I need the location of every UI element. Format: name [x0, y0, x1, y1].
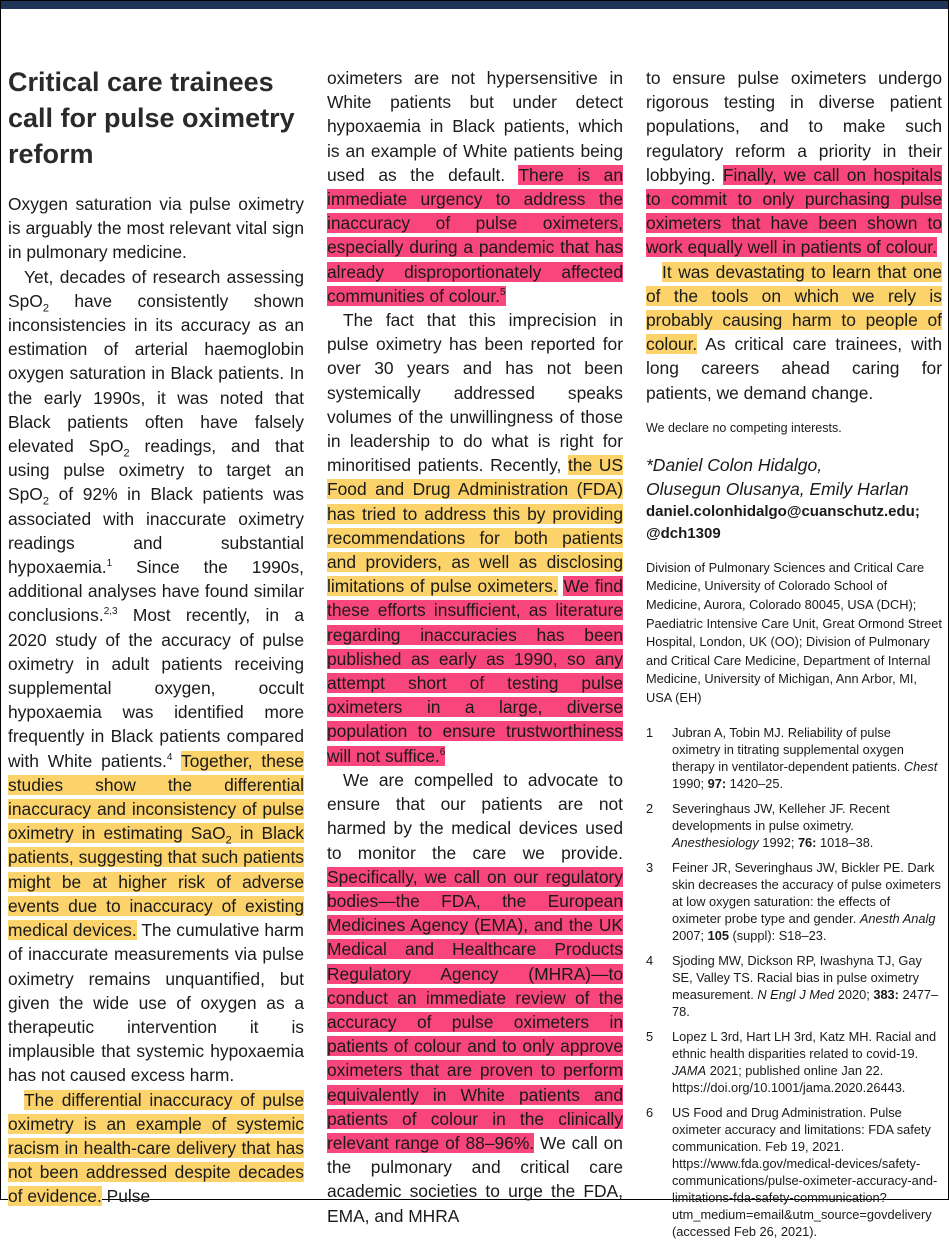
email-link[interactable]: daniel.colonhidalgo@cuanschutz.edu;	[646, 502, 920, 520]
highlight-yellow-4: It was devastating to learn that one of the tools on which we rely is probably causing harm to people of colour.	[646, 261, 942, 355]
paragraph-default: oximeters are not hypersensitive in White patients but under detect hypoxaemia in Black patients, which is an example of White patients being used as the default. There is an immediate urgency to address the inaccuracy of pulse oximeters, especially during a pandemic that has already disproportionately affected communities of colour.$^5$	[327, 68, 623, 306]
paragraph-devastating: It was devastating to learn that one of the tools on which we rely is probably causing harm to people of colour. As critical care trainees, with long careers ahead caring for patients, we demand change.	[646, 261, 942, 403]
author-contact	[646, 501, 942, 545]
column-2	[327, 66, 623, 1228]
reference-list	[646, 724, 942, 1240]
twitter-handle[interactable]: @dch1309	[646, 524, 721, 542]
paragraph-evidence: Yet, decades of research assessing SpO$_2$ have consistently shown inconsistencies in its accuracy as an estimation of arterial haemoglobin oxygen saturation in Black patients. In the early 1990s, it was noted that Black patients often have falsely elevated SpO$_2$ readings, and that using pulse oximetry to target an SpO$_2$ of 92% in Black patients was associated with inaccurate oximetry readings and substantial hypoxaemia.$^1$ Since the 1990s, additional analyses have found similar conclusions.$^{2,3}$ Most recently, in a 2020 study of the accuracy of pulse oximetry in adult patients receiving supplemental oxygen, occult hypoxaemia was identified more frequently in Black patients compared with White patients.$^4$ Together, these studies show the differential inaccuracy and inconsistency of pulse oximetry in estimating SaO$_2$ in Black patients, suggesting that such patients might be at higher risk of adverse events due to inaccuracy of existing medical devices. The cumulative harm of inaccurate measurements via pulse oximetry remains unquantified, but given the wide use of oxygen as a therapeutic intervention it is implausible that systemic hypoxaemia has not caused excess harm.	[8, 266, 305, 1086]
paragraph-systemic-racism: The differential inaccuracy of pulse oximetry is an example of systemic racism in health-care delivery that has not been addressed despite decades of evidence. Pulse	[8, 1089, 304, 1207]
highlight-yellow-1: Together, these studies show the differential inaccuracy and inconsistency of pulse oximetry in estimating SaO$_2$ in Black patients, suggesting that such patients might be at higher risk of adverse events due to inaccuracy of existing medical devices.	[8, 750, 304, 941]
highlight-pink-4: Finally, we call on hospitals to commit to only purchasing pulse oximeters that have been shown to work equally well in patients of colour.	[646, 164, 942, 258]
author-list: *Daniel Colon Hidalgo, Olusegun Olusanya, Emily Harlan	[646, 454, 909, 499]
paragraph-advocate: We are compelled to advocate to ensure that our patients are not harmed by the medical devices used to monitor the care we provide. Specifically, we call on our regulatory bodies—the FDA, the European Medicines Agency (EMA), and the UK Medical and Healthcare Products Regulatory Agency (MHRA)—to conduct an immediate review of the accuracy of pulse oximeters in patients of colour and to only approve oximeters that are proven to perform equivalently in White patients and patients of colour in the clinically relevant range of 88–96%. We call on the pulmonary and critical care academic societies to urge the FDA, EMA, and MHRA	[327, 769, 623, 1226]
highlight-pink-3: Specifically, we call on our regulatory bodies—the FDA, the European Medicines Agency (EMA), and the UK Medical and Healthcare Products Regulatory Agency (MHRA)—to conduct an immediate review of the accuracy of pulse oximeters in patients of colour and to only approve oximeters that are proven to perform equivalently in White patients and patients of colour in the clinically relevant range of 88–96%.	[327, 866, 623, 1153]
highlight-yellow-3: the US Food and Drug Administration (FDA) has tried to address this by providing recommendations for both patients and providers, as well as disclosing limitations of pulse oximeters.	[327, 455, 623, 597]
paragraph-fda: The fact that this imprecision in pulse oximetry has been reported for over 30 years and has not been systemically addressed speaks volumes of the unwillingness of those in leadership to do what is right for minoritised patients. Recently, the US Food and Drug Administration (FDA) has tried to address this by providing recommendations for both patients and providers, as well as disclosing limitations of pulse oximeters. We find these efforts insufficient, as literature regarding inaccuracies has been published as early as 1990, so any attempt short of testing pulse oximeters in a large, diverse population to ensure trustworthiness will not suffice.$^6$	[327, 310, 623, 766]
journal-top-bar	[1, 1, 948, 9]
column-3	[646, 66, 942, 1248]
reference-item: 3 Feiner JR, Severinghaus JW, Bickler PE. Dark skin decreases the accuracy of pulse oximeters at low oxygen saturation: the effects of oximeter probe type and gender. Anesth Analg 2007; 105 (suppl): S18–23.	[646, 859, 941, 943]
column-1	[8, 64, 304, 1209]
intro-paragraph: Oxygen saturation via pulse oximetry is arguably the most relevant vital sign in pulmonary medicine.	[8, 194, 304, 263]
article-title: Critical care trainees call for pulse oximetry reform	[8, 67, 295, 169]
highlight-yellow-2: The differential inaccuracy of pulse oximetry is an example of systemic racism in health-care delivery that has not been addressed despite decades of evidence.	[8, 1089, 304, 1207]
highlight-pink-2: We find these efforts insufficient, as literature regarding inaccuracies has been published as early as 1990, so any attempt short of testing pulse oximeters in a large, diverse population to ensure trustworthiness will not suffice.$^6$	[327, 576, 623, 766]
reference-item: 6 US Food and Drug Administration. Pulse oximeter accuracy and limitations: FDA safety communication. Feb 19, 2021. https://www.fda.gov/medical-devices/safety-communications/pulse-oximeter-accuracy-and-limitations-fda-safety-communication?utm_medium=email&utm_source=govdelivery (accessed Feb 26, 2021).	[646, 1104, 938, 1239]
paragraph-testing: to ensure pulse oximeters undergo rigorous testing in diverse patient populations, and to make such regulatory reform a priority in their lobbying. Finally, we call on hospitals to commit to only purchasing pulse oximeters that have been shown to work equally well in patients of colour.	[646, 68, 942, 258]
reference-item: 2 Severinghaus JW, Kelleher JF. Recent developments in pulse oximetry. Anesthesiology 1992; 76: 1018–38.	[646, 800, 890, 850]
reference-item: 4 Sjoding MW, Dickson RP, Iwashyna TJ, Gay SE, Valley TS. Racial bias in pulse oximetry measurement. N Engl J Med 2020; 383: 2477–78.	[646, 952, 939, 1019]
affiliations: Division of Pulmonary Sciences and Critical Care Medicine, University of Colorado School of Medicine, Aurora, Colorado 80045, USA (DCH); Paediatric Intensive Care Unit, Great Ormond Street Hospital, London, UK (OO); Division of Pulmonary and Critical Care Medicine, Department of Internal Medicine, University of Michigan, Ann Arbor, MI, USA (EH)	[646, 559, 942, 705]
reference-item: 5 Lopez L 3rd, Hart LH 3rd, Katz MH. Racial and ethnic health disparities related to covid-19. JAMA 2021; published online Jan 22. https://doi.org/10.1001/jama.2020.26443.	[646, 1028, 937, 1095]
competing-interests: We declare no competing interests.	[646, 420, 842, 435]
reference-item: 1 Jubran A, Tobin MJ. Reliability of pulse oximetry in titrating supplemental oxygen therapy in ventilator-dependent patients. Chest 1990; 97: 1420–25.	[646, 724, 938, 791]
highlight-pink-1: There is an immediate urgency to address the inaccuracy of pulse oximeters, especially during a pandemic that has already disproportionately affected communities of colour.$^5$	[327, 164, 623, 306]
